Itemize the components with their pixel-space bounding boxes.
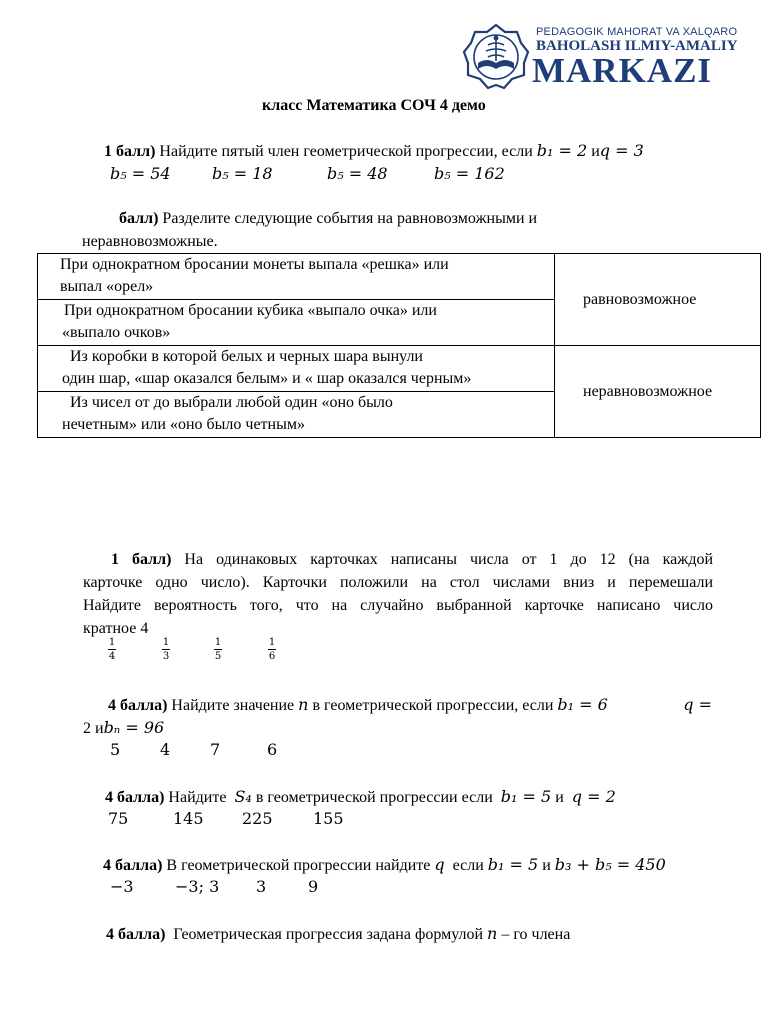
question-1-option-a: b₅ = 54 xyxy=(110,164,171,183)
question-4-cond1: b₁ = 6 xyxy=(557,695,608,714)
event-row-2-line2: «выпало очков» xyxy=(62,324,171,341)
question-6-cond1: b₁ = 5 xyxy=(487,855,539,874)
logo-text-line2: BAHOLASH ILMIY-AMALIY xyxy=(536,38,738,54)
question-1 xyxy=(104,141,644,162)
question-6-points: 4 балла) xyxy=(103,857,163,874)
markazi-logo-emblem xyxy=(462,23,530,91)
event-row-2-line1: При однократном бросании кубика «выпало очка» или xyxy=(64,302,437,319)
question-6-text: В геометрической прогрессии найдите xyxy=(166,857,431,874)
question-6 xyxy=(103,855,666,876)
question-4-option-c: 7 xyxy=(210,740,221,759)
event-row-4-line2: нечетным» или «оно было четным» xyxy=(62,416,305,433)
question-1-option-c: b₅ = 48 xyxy=(327,164,388,183)
category-equiprobable: равновозможное xyxy=(555,254,761,346)
question-5-option-c: 225 xyxy=(242,809,273,828)
question-5-and: и xyxy=(555,789,564,806)
question-6-option-d: 9 xyxy=(308,877,319,896)
question-3-option-c: 1 5 xyxy=(214,637,222,662)
question-6-and: и xyxy=(542,857,551,874)
question-7-points: 4 балла) xyxy=(106,926,166,943)
question-7-text: Геометрическая прогрессия задана формулой xyxy=(173,926,484,943)
question-4-option-b: 4 xyxy=(160,740,171,759)
event-row-1-line2: выпал «орел» xyxy=(60,278,154,295)
question-4-text: Найдите значение xyxy=(171,697,295,714)
question-5-option-d: 155 xyxy=(313,809,344,828)
question-1-cond2: q = 3 xyxy=(599,141,644,160)
question-2-points: балл) xyxy=(119,210,159,227)
question-1-and: и xyxy=(591,143,600,160)
event-row-3-line2: один шар, «шар оказался белым» и « шар оказался черным» xyxy=(62,370,472,387)
question-1-option-d: b₅ = 162 xyxy=(434,164,505,183)
question-6-option-c: 3 xyxy=(256,877,267,896)
event-row-3-line1: Из коробки в которой белых и черных шара вынули xyxy=(70,348,423,365)
question-4-line2-text: 2 и xyxy=(83,720,104,737)
event-row-1-line1: При однократном бросании монеты выпала «решка» или xyxy=(60,256,449,273)
event-row-4-line1: Из чисел от до выбрали любой один «оно было xyxy=(70,394,393,411)
question-4-text2: в геометрической прогрессии, если xyxy=(312,697,554,714)
question-3-option-a: 1 4 xyxy=(108,637,116,662)
question-3-points: 1 балл) xyxy=(111,551,172,568)
question-5-text: Найдите xyxy=(168,789,227,806)
question-1-text: Найдите пятый член геометрической прогрессии, если xyxy=(159,143,533,160)
question-4-option-d: 6 xyxy=(267,740,278,759)
question-6-option-b: −3; 3 xyxy=(175,877,220,896)
question-3-option-d: 1 6 xyxy=(268,637,276,662)
question-5 xyxy=(105,787,616,808)
question-6-var: q xyxy=(434,855,445,874)
question-4-points: 4 балла) xyxy=(108,697,168,714)
question-4-cond2: q = xyxy=(683,695,712,714)
question-6-cond2: b₃ + b₅ = 450 xyxy=(554,855,666,874)
category-non-equiprobable: неравновозможное xyxy=(555,346,761,438)
question-7-text2: – го члена xyxy=(501,926,571,943)
question-1-points: 1 балл) xyxy=(104,143,156,160)
logo-text-line3: MARKAZI xyxy=(532,51,713,90)
question-3-line1: На одинаковых карточках написаны числа от 1 до 12 (на каждой xyxy=(184,551,714,568)
question-4 xyxy=(108,695,712,716)
logo-text-line1: PEDAGOGIK MAHORAT VA XALQARO xyxy=(536,26,738,38)
question-5-cond1: b₁ = 5 xyxy=(500,787,552,806)
question-4-var: n xyxy=(298,695,309,714)
question-6-text2: если xyxy=(452,857,484,874)
event-row-1 xyxy=(38,254,555,300)
event-row-3 xyxy=(38,346,555,392)
question-2 xyxy=(119,209,537,229)
question-7 xyxy=(106,924,570,945)
question-5-option-b: 145 xyxy=(173,809,204,828)
question-1-cond1: b₁ = 2 xyxy=(536,141,588,160)
question-2-text: Разделите следующие события на равновозможными и xyxy=(162,210,538,227)
question-5-var: S₄ xyxy=(234,787,252,806)
question-3-line4: кратное 4 xyxy=(83,620,149,637)
question-5-text2: в геометрической прогрессии если xyxy=(255,789,493,806)
question-3-line2: карточке одно число). Карточки положили на стол числами вниз и перемешали xyxy=(83,574,713,591)
event-row-4 xyxy=(38,392,555,438)
question-4-cond3: bₙ = 96 xyxy=(103,718,165,737)
question-2-text-cont: неравновозможные. xyxy=(82,233,218,250)
question-5-cond2: q = 2 xyxy=(571,787,616,806)
question-3-line3: Найдите вероятность того, что на случайно выбранной карточке написано число xyxy=(83,597,713,614)
event-row-2 xyxy=(38,300,555,346)
question-7-var: n xyxy=(487,924,498,943)
document-title: класс Математика СОЧ 4 демо xyxy=(262,97,486,114)
question-5-option-a: 75 xyxy=(108,809,129,828)
question-3-option-b: 1 3 xyxy=(162,637,170,662)
events-table xyxy=(37,253,761,438)
question-1-option-b: b₅ = 18 xyxy=(212,164,273,183)
question-6-option-a: −3 xyxy=(110,877,134,896)
question-3 xyxy=(83,548,713,640)
question-4-option-a: 5 xyxy=(110,740,121,759)
question-5-points: 4 балла) xyxy=(105,789,165,806)
question-4-line2 xyxy=(83,718,164,739)
